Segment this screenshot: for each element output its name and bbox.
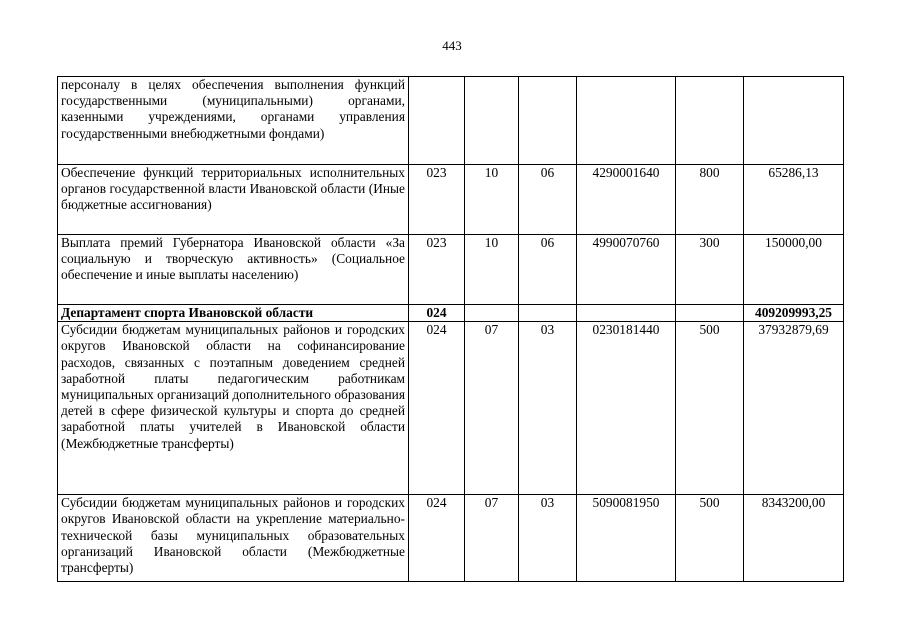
section-code-cell: 07 xyxy=(465,322,519,495)
amount-cell: 8343200,00 xyxy=(744,495,844,582)
subsection-code-cell xyxy=(519,77,577,165)
table-row xyxy=(58,305,844,322)
section-code-cell: 10 xyxy=(465,165,519,235)
section-code-cell: 07 xyxy=(465,495,519,582)
subsection-code-cell: 03 xyxy=(519,322,577,495)
ministry-code-cell: 024 xyxy=(409,322,465,495)
table-row xyxy=(58,495,844,582)
table-row xyxy=(58,235,844,305)
ministry-code-cell: 024 xyxy=(409,305,465,322)
page-number: 443 xyxy=(442,38,462,53)
ministry-code-cell: 024 xyxy=(409,495,465,582)
table-row xyxy=(58,77,844,165)
amount-cell: 150000,00 xyxy=(744,235,844,305)
expense-type-cell: 500 xyxy=(676,495,744,582)
expense-type-cell: 800 xyxy=(676,165,744,235)
budget-table-body xyxy=(58,77,844,582)
target-article-cell xyxy=(577,77,676,165)
section-code-cell xyxy=(465,77,519,165)
target-article-cell: 0230181440 xyxy=(577,322,676,495)
expense-type-cell xyxy=(676,77,744,165)
target-article-cell: 4290001640 xyxy=(577,165,676,235)
amount-cell: 37932879,69 xyxy=(744,322,844,495)
ministry-code-cell: 023 xyxy=(409,165,465,235)
ministry-code-cell xyxy=(409,77,465,165)
row-name-cell: персоналу в целях обеспечения выполнения функций государственными (муниципальными) органами, казенными учреждениями, органами управления государственными внебюджетными фондами) xyxy=(58,77,409,165)
row-name-cell: Департамент спорта Ивановской области xyxy=(58,305,409,322)
expense-type-cell xyxy=(676,305,744,322)
subsection-code-cell: 06 xyxy=(519,165,577,235)
section-code-cell: 10 xyxy=(465,235,519,305)
target-article-cell: 4990070760 xyxy=(577,235,676,305)
amount-cell: 65286,13 xyxy=(744,165,844,235)
ministry-code-cell: 023 xyxy=(409,235,465,305)
row-name-cell: Субсидии бюджетам муниципальных районов и городских округов Ивановской области на софинансирование расходов, связанных с поэтапным доведением средней заработной платы педагогическим работникам муниципальных организаций дополнительного образования детей в сфере физической культуры и спорта до средней заработной платы учителей в Ивановской области (Межбюджетные трансферты) xyxy=(58,322,409,495)
section-code-cell xyxy=(465,305,519,322)
table-row xyxy=(58,322,844,495)
subsection-code-cell: 06 xyxy=(519,235,577,305)
expense-type-cell: 500 xyxy=(676,322,744,495)
target-article-cell: 5090081950 xyxy=(577,495,676,582)
target-article-cell xyxy=(577,305,676,322)
budget-table xyxy=(57,76,844,582)
expense-type-cell: 300 xyxy=(676,235,744,305)
subsection-code-cell xyxy=(519,305,577,322)
table-row xyxy=(58,165,844,235)
row-name-cell: Субсидии бюджетам муниципальных районов и городских округов Ивановской области на укрепление материально-технической базы муниципальных образовательных организаций Ивановской области (Межбюджетные трансферты) xyxy=(58,495,409,582)
amount-cell xyxy=(744,77,844,165)
subsection-code-cell: 03 xyxy=(519,495,577,582)
row-name-cell: Обеспечение функций территориальных исполнительных органов государственной власти Ивановской области (Иные бюджетные ассигнования) xyxy=(58,165,409,235)
amount-cell: 409209993,25 xyxy=(744,305,844,322)
row-name-cell: Выплата премий Губернатора Ивановской области «За социальную и творческую активность» (Социальное обеспечение и иные выплаты населению) xyxy=(58,235,409,305)
